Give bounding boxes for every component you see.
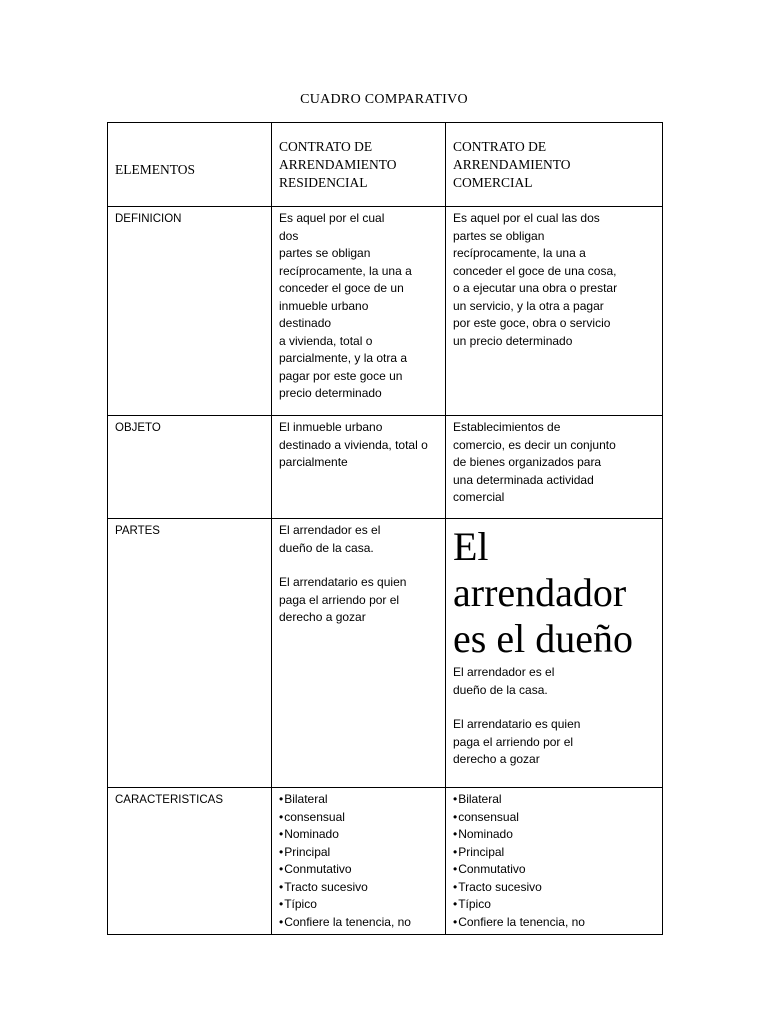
cell-text: Establecimientos de comercio, es decir un conjunto de bienes organizados para una determinada actividad comercial bbox=[453, 420, 616, 504]
row-label-text: OBJETO bbox=[115, 422, 161, 434]
list-item: • Típico bbox=[279, 896, 439, 914]
cell-text: Es aquel por el cual dos partes se obligan recíprocamente, la una a conceder el goce de un inmueble urbano destinado a vivienda, total o parcialmente, y la otra a pagar por este goce un precio determinado bbox=[279, 211, 412, 400]
cell-partes-residencial bbox=[272, 519, 446, 788]
bullet-list bbox=[453, 791, 656, 931]
list-item: • Confiere la tenencia, no bbox=[279, 914, 439, 932]
row-label-objeto bbox=[108, 416, 272, 519]
row-label-text: CARACTERISTICAS bbox=[115, 794, 223, 806]
header-elementos bbox=[108, 123, 272, 207]
cell-text: El arrendador es el dueño de la casa. bbox=[279, 523, 381, 555]
list-item: • Tracto sucesivo bbox=[453, 879, 656, 897]
row-label-definicion bbox=[108, 207, 272, 416]
list-item: • consensual bbox=[453, 809, 656, 827]
header-residencial bbox=[272, 123, 446, 207]
large-text-fragment: El arrendador es el dueño bbox=[453, 524, 633, 661]
cell-text: El arrendador es el dueño de la casa. bbox=[453, 665, 555, 697]
cell-text: El arrendatario es quien paga el arriendo por el derecho a gozar bbox=[453, 717, 581, 766]
cell-partes-comercial bbox=[446, 519, 663, 788]
header-comercial-label: CONTRATO DE ARRENDAMIENTO COMERCIAL bbox=[453, 138, 571, 190]
list-item: • Nominado bbox=[453, 826, 656, 844]
list-item: • Principal bbox=[279, 844, 439, 862]
row-label-text: PARTES bbox=[115, 525, 160, 537]
list-item: • Típico bbox=[453, 896, 656, 914]
list-item: • Confiere la tenencia, no bbox=[453, 914, 656, 932]
header-residencial-label: CONTRATO DE ARRENDAMIENTO RESIDENCIAL bbox=[279, 138, 397, 190]
document-title: CUADRO COMPARATIVO bbox=[300, 92, 468, 107]
list-item: • consensual bbox=[279, 809, 439, 827]
row-label-text: DEFINICION bbox=[115, 213, 182, 225]
list-item: • Tracto sucesivo bbox=[279, 879, 439, 897]
header-comercial bbox=[446, 123, 663, 207]
list-item: • Bilateral bbox=[453, 791, 656, 809]
cell-definicion-comercial bbox=[446, 207, 663, 416]
table-row-partes bbox=[108, 519, 663, 788]
table-row-definicion bbox=[108, 207, 663, 416]
table-row-objeto bbox=[108, 416, 663, 519]
list-item: • Bilateral bbox=[279, 791, 439, 809]
cell-text: Es aquel por el cual las dos partes se obligan recíprocamente, la una a conceder el goce de una cosa, o a ejecutar una obra o prestar un servicio, y la otra a pagar por este goce, obra o servicio un precio determinado bbox=[453, 211, 618, 348]
bullet-list bbox=[279, 791, 439, 931]
cell-caracteristicas-residencial bbox=[272, 788, 446, 935]
cell-definicion-residencial bbox=[272, 207, 446, 416]
comparison-table bbox=[107, 122, 663, 935]
cell-text: El arrendatario es quien paga el arriendo por el derecho a gozar bbox=[279, 575, 407, 624]
header-elementos-label: ELEMENTOS bbox=[115, 161, 195, 177]
row-label-caracteristicas bbox=[108, 788, 272, 935]
cell-text: El inmueble urbano destinado a vivienda, total o parcialmente bbox=[279, 420, 428, 469]
cell-objeto-comercial bbox=[446, 416, 663, 519]
list-item: • Conmutativo bbox=[453, 861, 656, 879]
list-item: • Nominado bbox=[279, 826, 439, 844]
cell-objeto-residencial bbox=[272, 416, 446, 519]
cell-caracteristicas-comercial bbox=[446, 788, 663, 935]
table-header-row bbox=[108, 123, 663, 207]
table-row-caracteristicas bbox=[108, 788, 663, 935]
list-item: • Conmutativo bbox=[279, 861, 439, 879]
list-item: • Principal bbox=[453, 844, 656, 862]
row-label-partes bbox=[108, 519, 272, 788]
